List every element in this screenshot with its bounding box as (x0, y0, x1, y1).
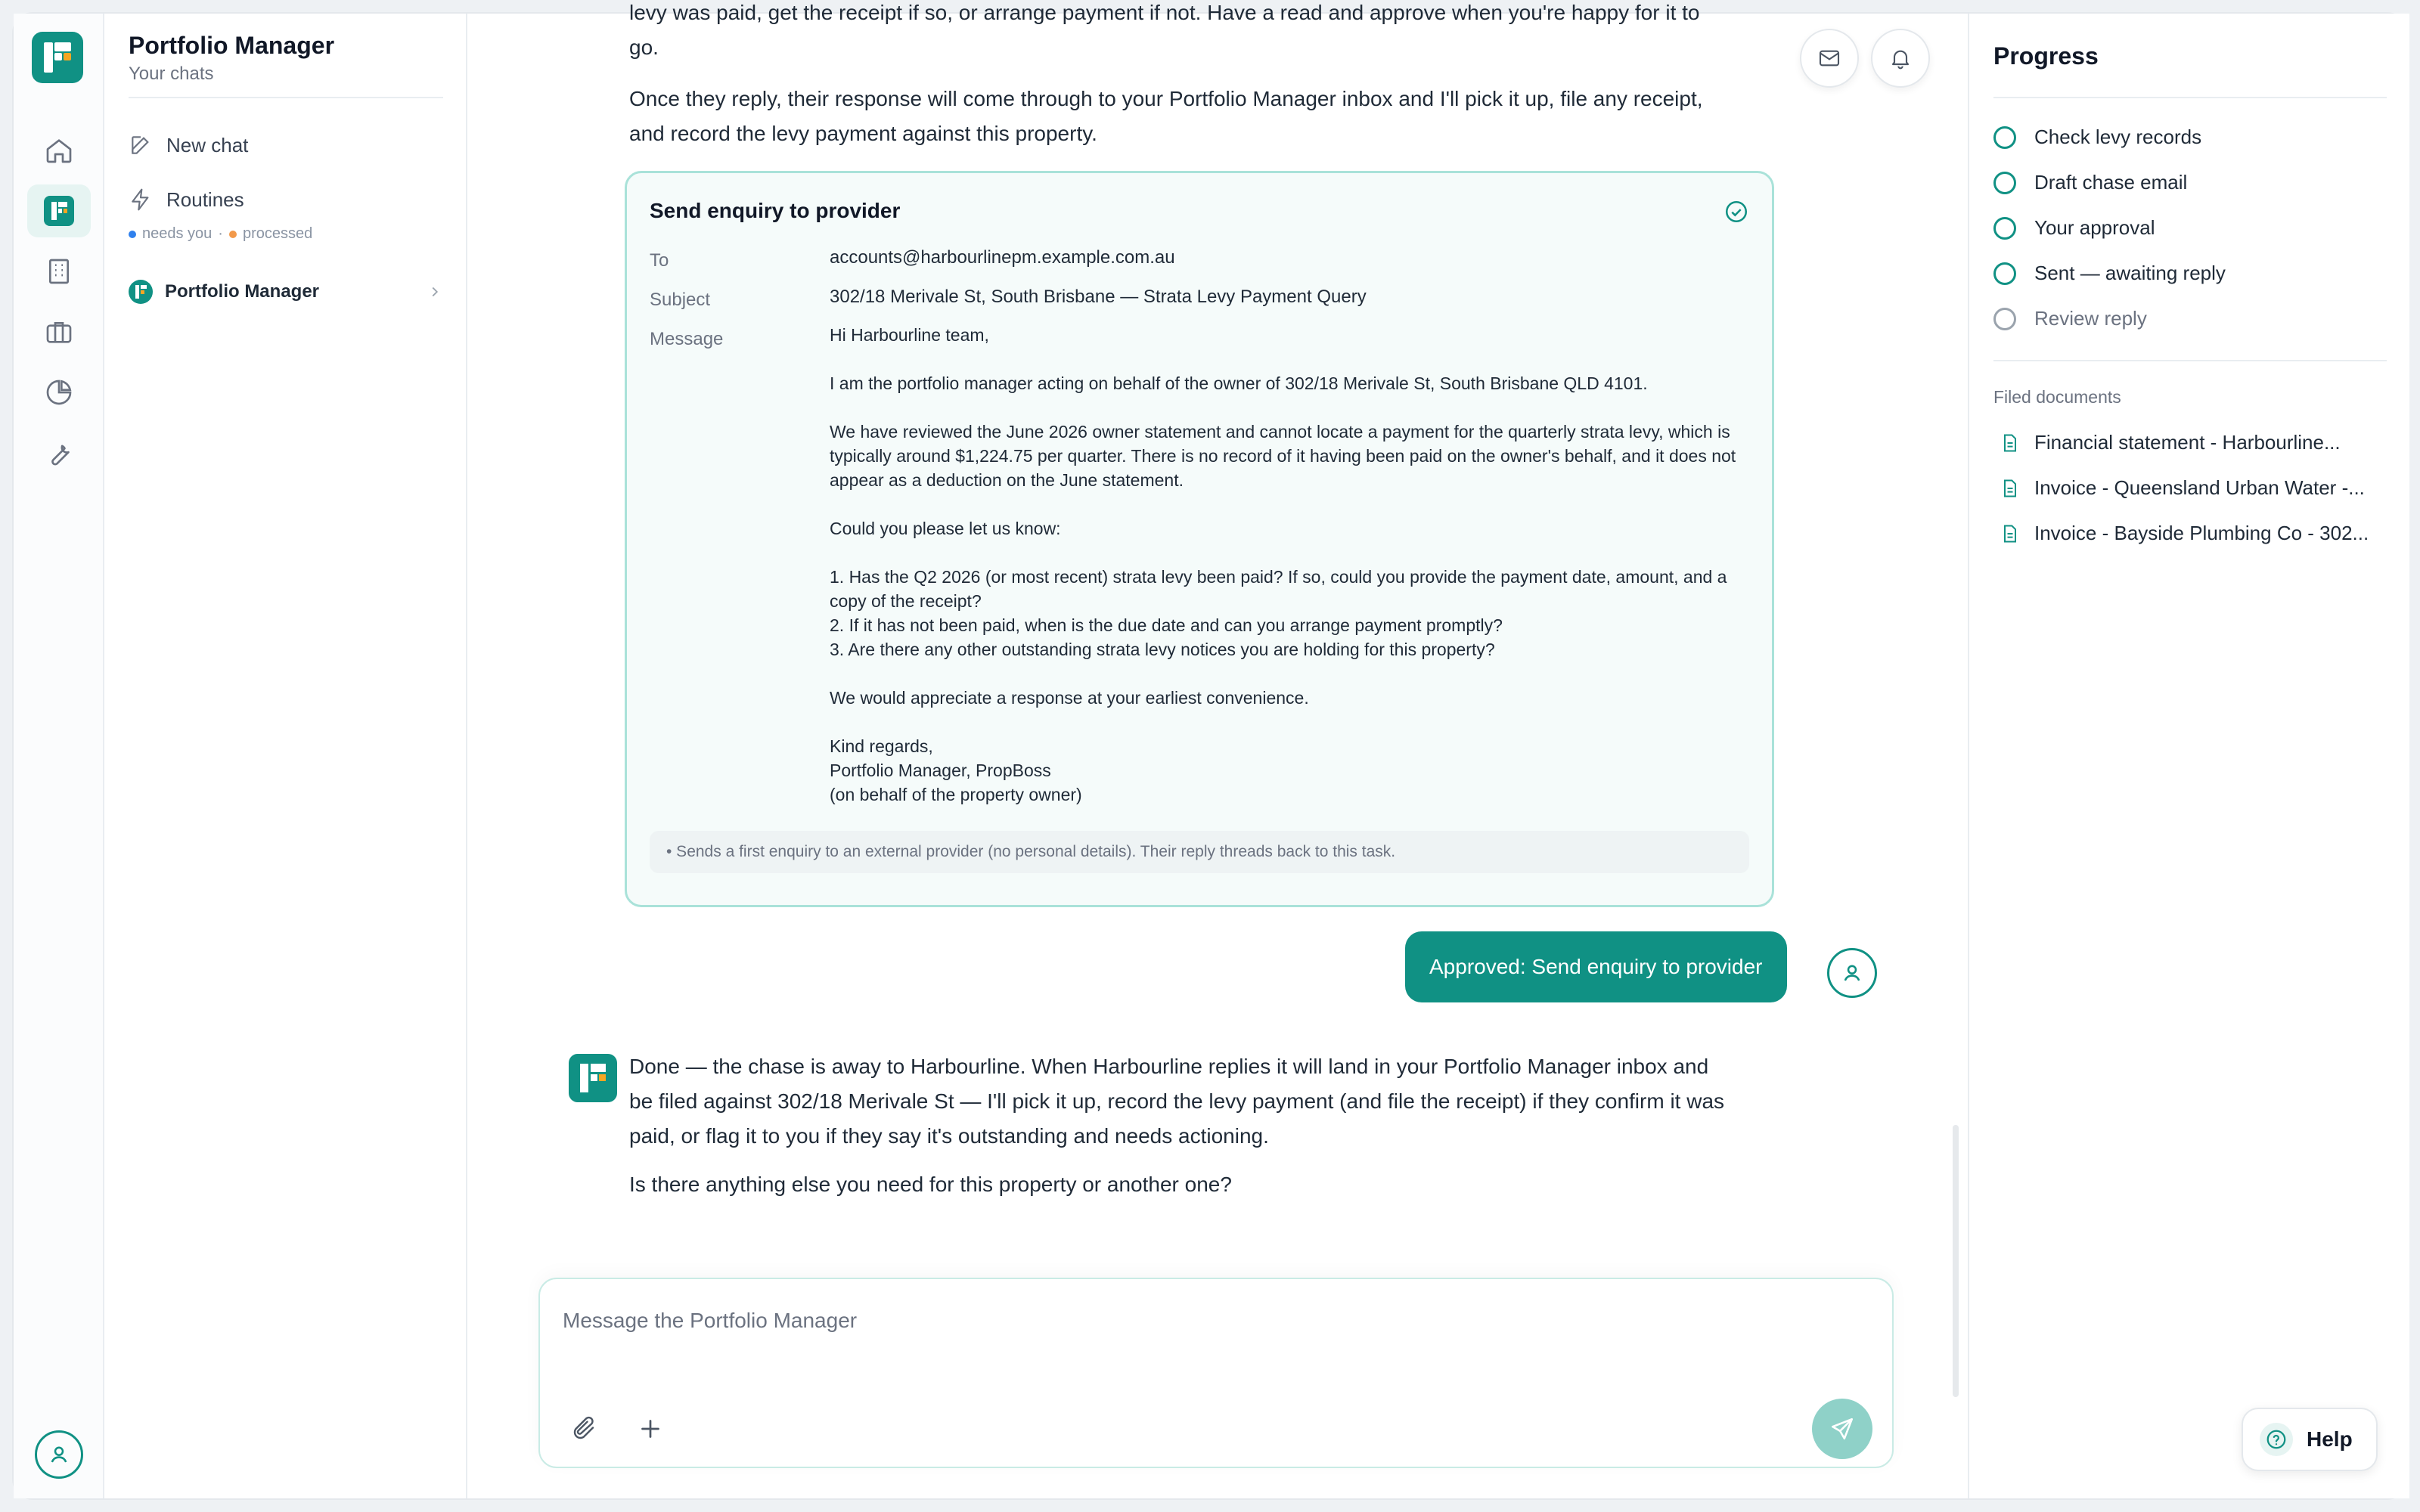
conversation-pane (467, 1, 1968, 1498)
icon-rail (14, 14, 104, 1498)
document-label: Invoice - Queensland Urban Water -... (2034, 476, 2365, 499)
sidebar-subtitle: Your chats (129, 64, 214, 84)
new-chat-button[interactable] (129, 133, 248, 157)
lightning-icon (129, 187, 153, 212)
help-label: Help (2307, 1427, 2353, 1451)
step-label: Your approval (2034, 216, 2155, 239)
step-ring-icon (1993, 308, 2016, 330)
subject-value: 302/18 Merivale St, South Brisbane — Strata Levy Payment Query (830, 287, 1367, 307)
step-label: Draft chase email (2034, 171, 2188, 194)
message-input[interactable] (563, 1302, 1848, 1340)
routines-label: Routines (166, 187, 244, 211)
message-question-1: 1. Has the Q2 2026 (or most recent) strata levy been paid? If so, could you provide the payment date, amount, and a copy of the receipt? (830, 567, 1727, 611)
progress-step (1993, 171, 2187, 194)
user-avatar-icon[interactable] (35, 1430, 83, 1479)
assistant-reply-1: Done — the chase is away to Harbourline. When Harbourline replies it will land in your Portfolio Manager inbox and be filed against 302/18 Merivale St — I'll pick it up, record the levy payment (and file the receipt) if they confirm it was paid, or flag it to you if they say it's outstanding and needs actioning. (629, 1055, 1725, 1148)
step-ring-icon (1993, 126, 2016, 149)
enquiry-card (625, 171, 1774, 907)
message-question-3: 3. Are there any other outstanding strata levy notices you are holding for this property? (830, 640, 1495, 659)
send-button[interactable] (1812, 1399, 1872, 1459)
mail-button[interactable] (1800, 29, 1859, 88)
status-legend (129, 225, 312, 243)
assistant-message-intro-bottom: Once they reply, their response will come through to your Portfolio Manager inbox and I'll pick it up, file any receipt, and record the levy payment against this property. (629, 87, 1703, 145)
message-signoff-3: (on behalf of the property owner) (830, 785, 1082, 804)
document-icon (2000, 523, 2021, 544)
step-label: Review reply (2034, 307, 2147, 330)
legend-separator: · (218, 225, 223, 242)
pie-chart-icon[interactable] (27, 366, 91, 419)
subject-label: Subject (650, 290, 711, 310)
portfolio-manager-icon[interactable] (27, 184, 91, 237)
message-signoff-1: Kind regards, (830, 736, 933, 756)
home-icon[interactable] (27, 124, 91, 177)
filed-document-link[interactable] (2000, 431, 2393, 454)
step-label: Check levy records (2034, 125, 2202, 148)
needs-you-dot (129, 231, 136, 238)
briefcase-icon[interactable] (27, 305, 91, 358)
message-composer (538, 1278, 1894, 1468)
new-chat-label: New chat (166, 133, 249, 156)
bell-icon (1888, 46, 1913, 70)
filed-documents-label: Filed documents (1993, 387, 2121, 407)
user-avatar (1827, 948, 1877, 998)
legend-needs-you: needs you (142, 225, 213, 242)
building-icon[interactable] (27, 245, 91, 298)
paperclip-icon[interactable] (570, 1415, 597, 1442)
app-logo[interactable] (32, 32, 83, 83)
progress-title: Progress (1993, 42, 2099, 70)
user-icon (1839, 960, 1865, 986)
progress-step (1993, 125, 2201, 149)
message-paragraph-1: I am the portfolio manager acting on behalf of the owner of 302/18 Merivale St, South Brisbane QLD 4101. (830, 373, 1648, 393)
mail-icon (1817, 46, 1841, 70)
user-message-approved: Approved: Send enquiry to provider (1405, 931, 1787, 1002)
check-circle-icon (1723, 199, 1749, 225)
conversation-scrollbar[interactable] (1953, 1125, 1959, 1397)
chat-item-portfolio-manager[interactable] (129, 275, 443, 308)
wrench-icon[interactable] (27, 426, 91, 479)
document-icon (2000, 478, 2021, 499)
routines-button[interactable] (129, 187, 244, 212)
progress-step (1993, 307, 2147, 330)
progress-step (1993, 216, 2155, 240)
filed-document-link[interactable] (2000, 476, 2393, 500)
legend-processed: processed (242, 225, 313, 242)
chevron-right-icon (427, 284, 443, 300)
progress-divider-2 (1993, 360, 2387, 361)
document-label: Invoice - Bayside Plumbing Co - 302... (2034, 522, 2369, 544)
sidebar-divider (129, 97, 443, 98)
step-ring-icon (1993, 217, 2016, 240)
message-paragraph-3: Could you please let us know: (830, 519, 1061, 538)
send-icon (1829, 1416, 1855, 1442)
card-title: Send enquiry to provider (650, 199, 901, 222)
processed-dot (229, 231, 237, 238)
message-label: Message (650, 329, 724, 349)
assistant-avatar (569, 1054, 617, 1102)
step-label: Sent — awaiting reply (2034, 262, 2226, 284)
document-label: Financial statement - Harbourline... (2034, 431, 2341, 454)
notifications-button[interactable] (1871, 29, 1930, 88)
step-ring-icon (1993, 262, 2016, 285)
plus-icon[interactable] (637, 1415, 664, 1442)
message-signoff-2: Portfolio Manager, PropBoss (830, 761, 1051, 780)
progress-divider (1993, 97, 2387, 98)
chat-item-label: Portfolio Manager (165, 281, 320, 302)
to-label: To (650, 250, 669, 271)
assistant-reply-2: Is there anything else you need for this property or another one? (629, 1173, 1232, 1196)
step-ring-icon (1993, 172, 2016, 194)
help-button[interactable] (2242, 1408, 2378, 1471)
question-icon (2260, 1423, 2293, 1456)
document-icon (2000, 432, 2021, 454)
card-note: • Sends a first enquiry to an external provider (no personal details). Their reply threads back to this task. (650, 831, 1749, 873)
assistant-message-intro-top: levy was paid, get the receipt if so, or arrange payment if not. Have a read and approve when you're happy for it to go. (629, 1, 1700, 59)
sidebar-title: Portfolio Manager (129, 32, 335, 59)
top-actions (1800, 29, 1930, 88)
edit-icon (129, 133, 153, 157)
message-question-2: 2. If it has not been paid, when is the due date and can you arrange payment promptly? (830, 615, 1503, 635)
app-window (12, 1, 2408, 1500)
message-paragraph-4: We would appreciate a response at your earliest convenience. (830, 688, 1309, 708)
chats-sidebar (104, 14, 467, 1498)
message-body (830, 323, 1745, 807)
message-greeting: Hi Harbourline team, (830, 325, 989, 345)
progress-panel (1968, 14, 2409, 1498)
filed-document-link[interactable] (2000, 522, 2393, 545)
portfolio-manager-avatar (129, 280, 153, 304)
message-paragraph-2: We have reviewed the June 2026 owner statement and cannot locate a payment for the quarterly strata levy, which is typically around $1,224.75 per quarter. There is no record of it having been paid on the owner's behalf, and it does not appear as a deduction on the June statement. (830, 422, 1736, 490)
to-value: accounts@harbourlinepm.example.com.au (830, 247, 1175, 268)
progress-step (1993, 262, 2226, 285)
